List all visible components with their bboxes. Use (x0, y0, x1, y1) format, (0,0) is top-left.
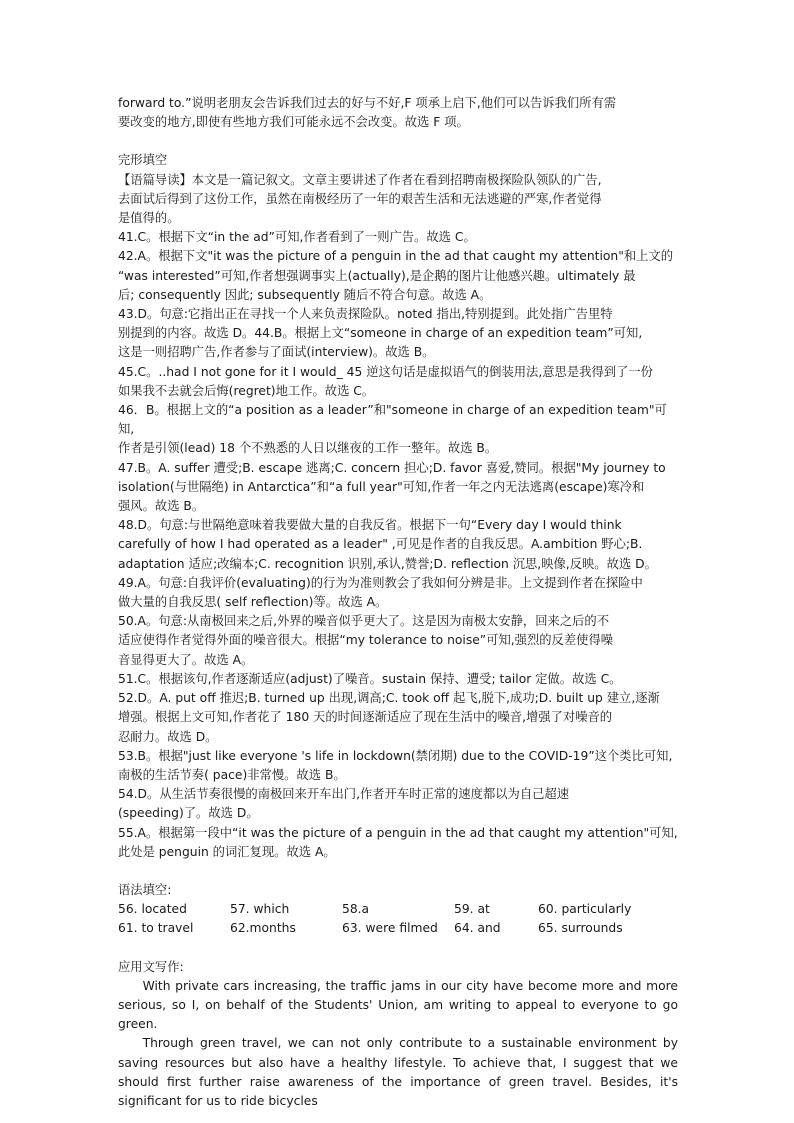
document-page (118, 94, 678, 1111)
text-line: 忍耐力。故选 D。 (118, 729, 218, 744)
text-line: 46．B。根据上文的“a position as a leader”和"someone in charge of an expedition team"可知, (118, 403, 667, 437)
cloze-title: 完形填空 (118, 153, 168, 168)
text-line: 如果我不去就会后悔(regret)地工作。故选 C。 (118, 383, 375, 398)
grammar-title: 语法填空: (118, 882, 172, 897)
text-line: 43.D。句意:它指出正在寻找一个人来负责探险队。noted 指出,特别提到。此处指广告里特 (118, 307, 613, 322)
text-line: 48.D。句意:与世隔绝意味着我要做大量的自我反省。根据下一句“Every day I would think (118, 518, 622, 533)
text-line: 去面试后得到了这份工作，虽然在南极经历了一年的艰苦生活和无法逃避的严寒,作者觉得 (118, 191, 602, 206)
text-line: 南极的生活节奏( pace)非常慢。故选 B。 (118, 767, 346, 782)
text-line: adaptation 适应;改编本;C. recognition 识别,承认,赞誉;D. reflection 沉思,映像,反映。故选 D。 (118, 556, 657, 571)
text-line: 强风。故选 B。 (118, 499, 205, 514)
text-line: 音显得更大了。故选 A。 (118, 652, 254, 667)
intro-paragraph (118, 94, 678, 132)
grammar-answer-table (118, 900, 678, 938)
text-line: 42.A。根据下文"it was the picture of a penguin in the ad that caught my attention"和上文的 (118, 249, 674, 264)
text-line: 作者是引领(lead) 18 个不熟悉的人日以继夜的工作一整年。故选 B。 (118, 441, 498, 456)
text-line: (speeding)了。故选 D。 (118, 806, 259, 821)
answer-cell: 57. which (230, 902, 290, 917)
text-line: 54.D。从生活节奏很慢的南极回来开车出门,作者开车时正常的速度都以为自己超速 (118, 787, 570, 802)
text-line: 此处是 penguin 的词汇复现。故选 A。 (118, 844, 336, 859)
text-line: carefully of how I had operated as a leader" ,可见是作者的自我反思。A.ambition 野心;B. (118, 537, 643, 552)
answer-cell: 63. were filmed (342, 921, 438, 936)
text-line: 适应使得作者觉得外面的噪音很大。根据“my tolerance to noise”可知,强烈的反差使得噪 (118, 633, 614, 648)
text-line: 别提到的内容。故选 D。44.B。根据上文“someone in charge of an expedition team”可知, (118, 326, 643, 341)
text-line: 52.D。A. put off 推迟;B. turned up 出现,调高;C. took off 起飞,脱下,成功;D. built up 建立,逐渐 (118, 691, 660, 706)
text-line: 是值得的。 (118, 211, 180, 226)
answer-cell: 60. particularly (538, 902, 632, 917)
text-line: 45.C。..had I not gone for it I would_ 45 逆这句话是虚拟语气的倒装用法,意思是我得到了一份 (118, 364, 653, 379)
answer-cell: 56. located (118, 902, 187, 917)
text-line: 要改变的地方,即使有些地方我们可能永远不会改变。故选 F 项。 (118, 115, 469, 130)
answer-cell: 64. and (454, 921, 501, 936)
text-line: 后; consequently 因此; subsequently 随后不符合句意。故选 A。 (118, 287, 492, 302)
text-line: 55.A。根据第一段中“it was the picture of a penguin in the ad that caught my attention"可知, (118, 825, 678, 840)
answer-cell: 61. to travel (118, 921, 194, 936)
cloze-section (118, 151, 678, 862)
text-line: 51.C。根据该句,作者逐渐适应(adjust)了噪音。sustain 保持、遭受; tailor 定做。故选 C。 (118, 671, 622, 686)
table-row (118, 919, 678, 938)
text-line: 53.B。根据"just like everyone 's life in lockdown(禁闭期) due to the COVID-19”这个类比可知, (118, 748, 673, 763)
answer-cell: 65. surrounds (538, 921, 623, 936)
cloze-answers (118, 171, 678, 862)
writing-paragraph: Through green travel, we can not only contribute to a sustainable environment by saving resources but also have a healthy lifestyle. To achieve that, I suggest that we should first further raise awareness of the importance of green travel. Besides, it's significant for us to ride bicycles (118, 1036, 678, 1108)
writing-section (118, 958, 678, 1112)
answer-cell: 62.months (230, 921, 296, 936)
text-line: 这是一则招聘广告,作者参与了面试(interview)。故选 B。 (118, 345, 435, 360)
text-line: 49.A。句意:自我评价(evaluating)的行为为准则教会了我如何分辨是非。上文提到作者在探险中 (118, 575, 643, 590)
grammar-section (118, 881, 678, 939)
text-line: 41.C。根据下文“in the ad”可知,作者看到了一则广告。故选 C。 (118, 230, 476, 245)
text-line: “was interested”可知,作者想强调事实上(actually),是企鹅的图片让他感兴趣。ultimately 最 (118, 268, 636, 283)
text-line: 【语篇导读】本文是一篇记叙文。文章主要讲述了作者在看到招聘南极探险队领队的广告, (118, 172, 602, 187)
text-line: 增强。根据上文可知,作者花了 180 天的时间逐渐适应了现在生活中的噪音,增强了对噪音的 (118, 710, 613, 725)
text-line: 50.A。句意:从南极回来之后,外界的噪音似乎更大了。这是因为南极太安静，回来之后的不 (118, 614, 610, 629)
answer-cell: 58.a (342, 902, 370, 917)
writing-paragraph: With private cars increasing, the traffic jams in our city have become more and more serious, so I, on behalf of the Students' Union, am writing to appeal to everyone to go green. (118, 978, 678, 1032)
table-row (118, 900, 678, 919)
text-line: forward to.”说明老朋友会告诉我们过去的好与不好,F 项承上启下,他们可以告诉我们所有需 (118, 96, 617, 110)
text-line: 47.B。A. suffer 遭受;B. escape 逃离;C. concern 担心;D. favor 喜爱,赞同。根据"My journey to (118, 460, 666, 475)
text-line: 做大量的自我反思( self reflection)等。故选 A。 (118, 595, 388, 610)
answer-cell: 59. at (454, 902, 490, 917)
text-line: isolation(与世隔绝) in Antarctica”和“a full year"可知,作者一年之内无法逃离(escape)寒冷和 (118, 479, 645, 494)
writing-title: 应用文写作: (118, 959, 184, 974)
